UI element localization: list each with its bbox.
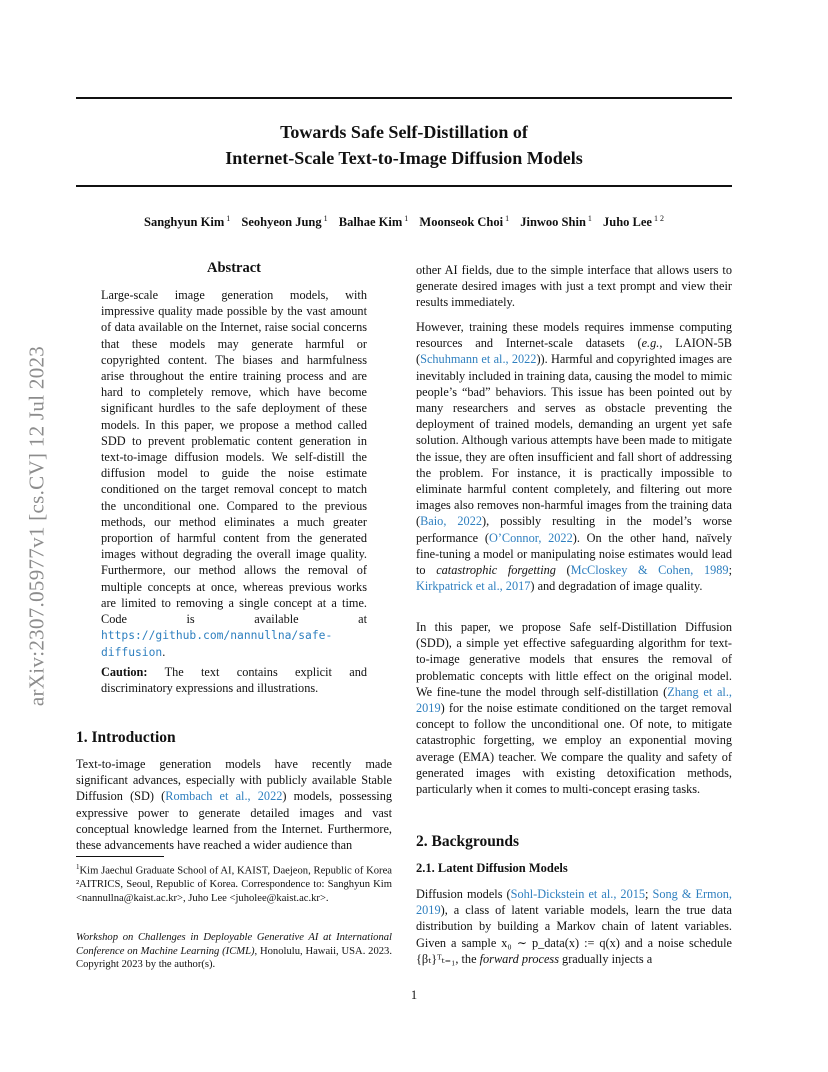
caution-label: Caution: [101, 665, 148, 679]
footnote-divider [76, 856, 164, 857]
page-number: 1 [410, 988, 418, 1002]
citation-link[interactable]: Song & Ermon, 2019 [416, 887, 732, 918]
paper-title [76, 119, 732, 171]
arxiv-id: arXiv:2307.05977v1 [cs.CV] 12 Jul 2023 [24, 345, 49, 707]
author [241, 215, 327, 229]
introduction-heading: 1. Introduction [76, 729, 176, 746]
author-affiliation: 1 2 [653, 214, 664, 223]
bg-text: Diffusion models ( [416, 887, 511, 901]
intro-text: However, training these models requires immense computing resources and Internet-scale datasets ( [416, 320, 732, 351]
caution-text: The text contains explicit and discriminatory expressions and illustrations. [101, 665, 367, 696]
abstract-text: Large-scale image generation models, with impressive quality made possible by the vast amount of data available on the Internet, raise social concerns that these models may generate harmful or copyrighted content. The biases and harmfulness arise throughout the entire training process and are hard to completely remove, which have become significant hurdles to the safe deployment of these models. In this paper, we propose a method called SDD to prevent problematic content generation in text-to-image diffusion models. We self-distill the diffusion model to guide the noise estimate conditioned on the target removal concept to match the unconditional one. Compared to the previous methods, our method eliminates a much greater proportion of harmful content from the generated images without degrading the overall image quality. Furthermore, our method allows the removal of multiple concepts at once, whereas previous works are limited to removing a single concept at a time. Code is available at [101, 288, 367, 627]
citation-link[interactable]: McCloskey & Cohen, 1989 [570, 563, 729, 578]
bg-text: gradually injects a [558, 951, 653, 966]
footnote-text: Kim Jaechul Graduate School of AI, KAIST, Daejeon, Republic of Korea ²AITRICS, Seoul, Republic of Korea. Correspondence to: Sanghyun Kim <nannullna@kaist.ac.kr>, Juho Lee <juholee@kaist.ac.kr>. [76, 865, 392, 904]
intro-text: , LAION-5B ( [416, 336, 732, 367]
author-name: Jinwoo Shin [520, 215, 586, 230]
author [339, 215, 409, 229]
intro-text: )). Harmful and copyrighted images are inevitably included in training data, causing the model to mimic people’s “bad” behaviors. This issue has been pointed out by many researchers and serves as obstacle preventing the deployment of trained models, demanding an urgent yet safe solution. Although various attempts have been made to mitigate the issue, they are often insufficient and fall short of addressing the problem. For instance, it is practically impossible to eliminate harmful content completely, and filtering out more images also removes non-harmful images from the training data ( [416, 352, 733, 529]
workshop-footnote [76, 931, 392, 972]
intro-text: ), possibly resulting in the model’s worse performance ( [416, 514, 733, 545]
abstract-heading: Abstract [207, 260, 261, 276]
arxiv-sidebar [22, 296, 52, 756]
author [419, 215, 509, 229]
citation-link[interactable]: Kirkpatrick et al., 2017 [416, 579, 531, 594]
author-affiliation: 1 [226, 214, 231, 223]
intro-text: ). On the other hand, naïvely fine-tuning a model or manipulating noise estimates would lead to [416, 530, 732, 578]
title-rule-top [76, 97, 732, 99]
intro-text: catastrophic forgetting [436, 563, 556, 578]
introduction-paragraph-3 [416, 619, 732, 797]
caution-note [101, 664, 367, 696]
intro-text: other AI fields, due to the simple interface that allows users to generate desired images with just a text prompt and view their results immediately. [416, 263, 732, 310]
introduction-paragraph-2 [416, 319, 732, 594]
author [144, 215, 230, 229]
author-affiliation: 1 [323, 214, 328, 223]
intro-text: In this paper, we propose Safe self-Distillation Diffusion (SDD), a simple yet effective safeguarding algorithm for text-to-image generative models that ensures the removal of problematic concepts with little effect on the original model. We fine-tune the model through self-distillation ( [416, 620, 732, 699]
abstract-body [101, 287, 367, 662]
author-name: Sanghyun Kim [144, 215, 225, 230]
intro-text: ) for the noise estimate conditioned on the target removal concept to follow the unconditional one. Of note, to mitigate catastrophic forgetting, we employ an exponential moving average (EMA) teacher. We compare the quality and safety of generated images with existing detoxification methods, particularly when it comes to multi-concept erasing tasks. [416, 701, 732, 797]
bg-text: ), a class of latent variable models, learn the true data distribution by building a Markov chain of latent variables. Given a sample x₀ ∼ p_data(x) := q(x) and a noise schedule {βₜ}ᵀₜ₌₁, the [416, 903, 732, 966]
backgrounds-paragraph-1 [416, 886, 732, 967]
intro-text: ( [555, 563, 571, 578]
intro-text: ; [728, 563, 732, 578]
author-affiliation: 1 [404, 214, 409, 223]
bg-text: ; [645, 887, 653, 901]
author-name: Moonseok Choi [419, 215, 504, 230]
citation-link[interactable]: Schuhmann et al., 2022 [420, 352, 537, 367]
title-line-2: Internet-Scale Text-to-Image Diffusion Models [225, 148, 583, 168]
author-name: Seohyeon Jung [241, 215, 322, 230]
abstract-period: . [162, 645, 166, 660]
author-affiliation: 1 [587, 214, 592, 223]
citation-link[interactable]: Rombach et al., 2022 [165, 789, 283, 804]
workshop-name: Workshop on Challenges in Deployable Generative AI at International Conference on Machine Learning (ICML) [76, 932, 392, 957]
footnote-mark: 1 [76, 863, 80, 871]
citation-link[interactable]: Zhang et al., 2019 [416, 684, 732, 716]
author [603, 215, 664, 229]
bg-text: forward process [479, 951, 559, 966]
author-affiliation: 1 [505, 214, 510, 223]
title-rule-bottom [76, 185, 732, 187]
intro-text: e.g. [641, 336, 660, 351]
intro-text: ) models, possessing expressive power to generate detailed images and vast conceptual knowledge learned from the Internet. Furthermore, these advancements have reached a wider audience than [76, 789, 393, 853]
workshop-text: , Honolulu, Hawaii, USA. 2023. Copyright 2023 by the author(s). [76, 945, 392, 971]
author-name: Balhae Kim [338, 215, 403, 230]
citation-link[interactable]: Baio, 2022 [420, 514, 482, 529]
intro-text: Text-to-image generation models have recently made significant advances, especially with publicly available Stable Diffusion (SD) ( [76, 757, 392, 804]
intro-text: ) and degradation of image quality. [530, 579, 703, 594]
introduction-paragraph-1-continued [416, 262, 732, 311]
author [520, 215, 592, 229]
latent-diffusion-subheading: 2.1. Latent Diffusion Models [416, 861, 568, 875]
author-name: Juho Lee [603, 215, 652, 230]
author-list [76, 214, 732, 230]
introduction-paragraph-1 [76, 756, 392, 853]
title-line-1: Towards Safe Self-Distillation of [280, 122, 528, 142]
backgrounds-heading: 2. Backgrounds [416, 833, 520, 850]
code-link[interactable]: https://github.com/nannullna/safe-diffusion [101, 629, 333, 660]
affiliation-footnote [76, 861, 392, 905]
citation-link[interactable]: Sohl-Dickstein et al., 2015 [510, 887, 646, 901]
citation-link[interactable]: O’Connor, 2022 [488, 530, 573, 545]
